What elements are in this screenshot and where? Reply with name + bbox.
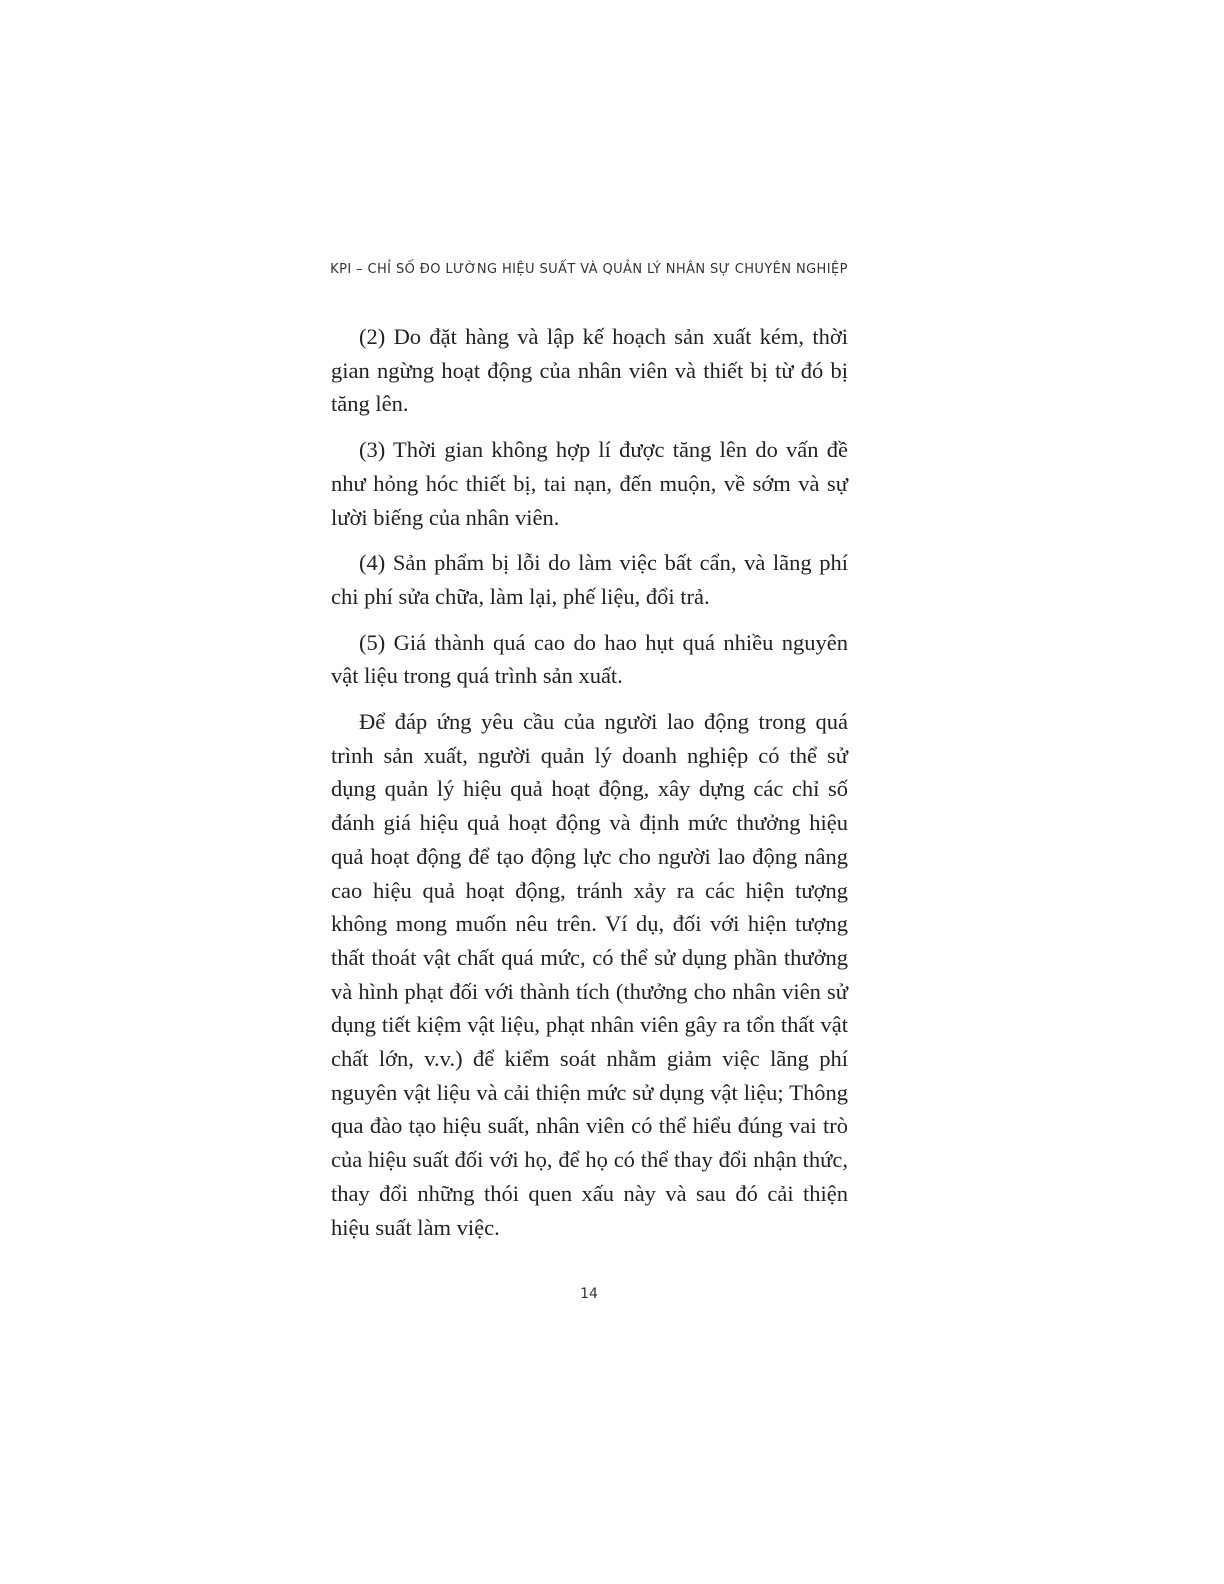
paragraph-item-4: (4) Sản phẩm bị lỗi do làm việc bất cẩn, và lãng phí chi phí sửa chữa, làm lại, phế liệu, đổi trả. [331, 550, 848, 609]
page-number: 14 [580, 1286, 598, 1302]
paragraph-item-3: (3) Thời gian không hợp lí được tăng lên do vấn đề như hỏng hóc thiết bị, tai nạn, đến muộn, về sớm và sự lười biếng của nhân viên. [331, 437, 848, 530]
paragraph-item-5: (5) Giá thành quá cao do hao hụt quá nhiều nguyên vật liệu trong quá trình sản xuất. [331, 629, 848, 689]
paragraph-main: Để đáp ứng yêu cầu của người lao động trong quá trình sản xuất, người quản lý doanh nghiệp có thể sử dụng quản lý hiệu quả hoạt động, xây dựng các chỉ số đánh giá hiệu quả hoạt động và định mức thưởng hiệu quả hoạt động để tạo động lực cho người lao động nâng cao hiệu quả hoạt động, tránh xảy ra các hiện tượng không mong muốn nêu trên. Ví dụ, đối với hiện tượng thất thoát vật chất quá mức, có thể sử dụng phần thưởng và hình phạt đối với thành tích (thưởng cho nhân viên sử dụng tiết kiệm vật liệu, phạt nhân viên gây ra tổn thất vật chất lớn, v.v.) để kiểm soát nhằm giảm việc lãng phí nguyên vật liệu và cải thiện mức sử dụng vật liệu; Thông qua đào tạo hiệu suất, nhân viên có thể hiểu đúng vai trò của hiệu suất đối với họ, để họ có thể thay đổi nhận thức, thay đổi những thói quen xấu này và sau đó cải thiện hiệu suất làm việc. [331, 709, 848, 1240]
running-header: KPI – CHỈ SỐ ĐO LƯỜNG HIỆU SUẤT VÀ QUẢN LÝ NHÂN SỰ CHUYÊN NGHIỆP [330, 262, 848, 277]
body-text [331, 320, 848, 1256]
paragraph-item-2: (2) Do đặt hàng và lập kế hoạch sản xuất kém, thời gian ngừng hoạt động của nhân viên và thiết bị từ đó bị tăng lên. [331, 324, 848, 417]
